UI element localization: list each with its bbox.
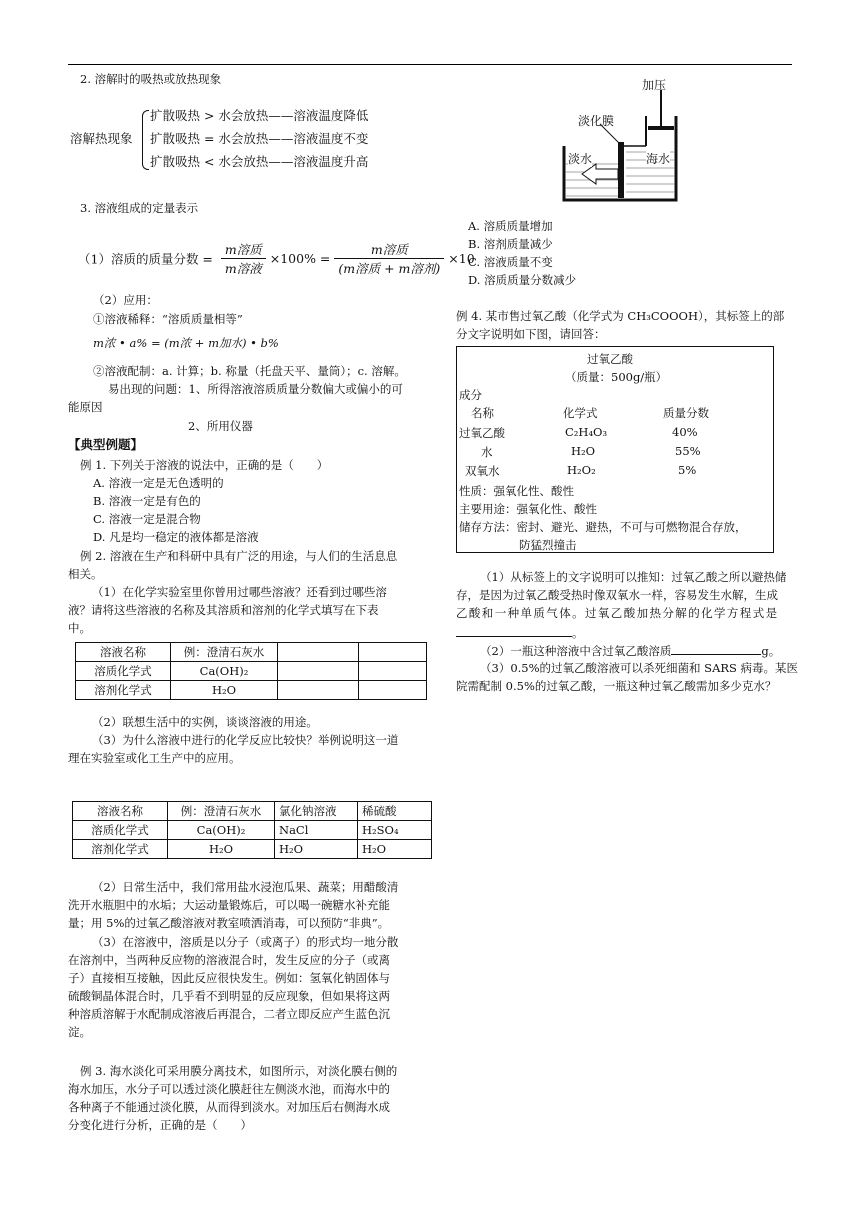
ex4-q1-end: 。 [572,626,584,640]
ex3-option-c: C. 溶液质量不变 [468,255,553,269]
ex4-q1-line-1: （1）从标签上的文字说明可以推知：过氧乙酸之所以避热储 [480,570,787,584]
ex2-table-1 [75,642,427,700]
table-row [73,821,432,840]
problem-line-2: 能原因 [68,400,103,414]
label-spec: （质量：500g/瓶） [565,370,668,384]
table-cell [278,643,359,662]
formula-den1: m溶液 [224,261,262,276]
table-cell: Ca(OH)₂ [168,821,275,840]
ex4-q3-line-2: 院需配制 0.5%的过氧乙酸，一瓶这种过氧乙酸需加多少克水？ [456,679,777,693]
label-row-name: 双氧水 [465,464,500,478]
label-row-fraction: 55% [675,444,701,458]
product-label [456,346,774,553]
ex3-option-b: B. 溶剂质量减少 [468,237,553,251]
ex4-q1-answer [456,624,584,641]
dilution-formula: m浓 • a% = (m浓 + m加水) • b% [93,336,279,350]
label-header-fraction: 质量分数 [663,406,709,420]
ex4-q2-text: （2）一瓶这种溶液中含过氧乙酸溶质 [480,644,672,658]
table-cell [359,662,427,681]
header-rule [68,64,792,65]
ex1-question: 例 1. 下列关于溶液的说法中，正确的是（ ） [80,458,329,472]
fresh-water-label: 淡水 [568,152,593,166]
ex2-p1-line-1: （1）在化学实验室里你曾用过哪些溶液？还看到过哪些溶 [92,585,387,599]
label-row-formula: H₂O₂ [567,463,596,477]
table-cell: H₂O [171,681,278,700]
table-cell: H₂O [275,840,358,859]
table-cell [359,643,427,662]
label-storage-2: 防猛烈撞击 [519,538,577,552]
formula-mid: ×100% = [269,251,331,266]
label-row-name: 过氧乙酸 [459,426,505,440]
ex1-option-c: C. 溶液一定是混合物 [93,512,201,526]
label-row-fraction: 5% [678,463,697,477]
ex4-line-1: 例 4. 某市售过氧乙酸（化学式为 CH₃COOOH），其标签上的部 [456,309,785,323]
ex2-a2-line-3: 量；用 5%的过氧乙酸溶液对教室喷洒消毒，可以预防“非典”。 [68,916,390,930]
dilution-title: ①溶液稀释：“溶质质量相等” [93,312,243,326]
label-header-name: 名称 [471,406,494,420]
table-row [73,802,432,821]
table-cell: 稀硫酸 [358,802,432,821]
ex4-q1-line-2: 存，是因为过氧乙酸受热时像双氧水一样，容易发生水解，生成 [456,588,778,602]
section-3-title: 3. 溶液组成的定量表示 [80,201,199,215]
ex2-question-2: 相关。 [68,567,103,581]
label-row-name: 水 [481,445,493,459]
ex3-line-1: 例 3. 海水淡化可采用膜分离技术，如图所示，对淡化膜右侧的 [80,1064,398,1078]
formula-prefix: （1）溶质的质量分数 = [78,251,213,267]
answer-blank[interactable] [671,642,761,655]
ex3-line-4: 分变化进行分析，正确的是（ ） [68,1118,252,1132]
ex2-a3-line-5: 种溶质溶解于水配制成溶液后再混合，二者立即反应产生蓝色沉 [68,1007,390,1021]
ex2-a3-line-3: 子）直接相互接触，因此反应很快发生。例如：氢氧化钠固体与 [68,971,390,985]
ex1-option-a: A. 溶液一定是无色透明的 [93,476,224,490]
table-cell: H₂O [358,840,432,859]
label-property: 性质：强氧化性、酸性 [459,484,574,498]
label-row-formula: C₂H₄O₃ [565,425,608,439]
table-cell [359,681,427,700]
table-cell [278,662,359,681]
ex2-a3-line-6: 淀。 [68,1025,91,1039]
ex4-q1-line-3: 乙酸和一种单质气体。过氧乙酸加热分解的化学方程式是 [456,606,779,620]
ex2-table-2 [72,801,432,859]
label-title: 过氧乙酸 [587,352,633,366]
table-cell: H₂SO₄ [358,821,432,840]
preparation-line: ②溶液配制：a. 计算；b. 称量（托盘天平、量筒）；c. 溶解。 [93,364,406,378]
label-usage: 主要用途：强氧化性、酸性 [459,502,597,516]
table-cell: 溶液名称 [73,802,168,821]
formula-num2: m溶质 [334,240,444,259]
table-row [76,662,427,681]
label-header-formula: 化学式 [563,406,598,420]
ex3-line-2: 海水加压，水分子可以透过淡化膜赶往左侧淡水池，而海水中的 [68,1082,390,1096]
application-title: （2）应用： [93,293,158,307]
heat-case-2: 扩散吸热 = 水会放热——溶液温度不变 [150,131,369,146]
table-row [76,643,427,662]
ex2-p3-line-1: （3）为什么溶液中进行的化学反应比较快？举例说明这一道 [92,733,399,747]
ex2-a3-line-2: 在溶剂中，当两种反应物的溶液混合时，发生反应的分子（或离 [68,953,390,967]
table-cell: NaCl [275,821,358,840]
ex4-q3-line-1: （3）0.5%的过氧乙酸溶液可以杀死细菌和 SARS 病毒。某医 [480,661,799,675]
table-cell: 例：澄清石灰水 [168,802,275,821]
instruments-line: 2、所用仪器 [188,419,253,433]
ex4-q2-unit: g。 [761,644,781,658]
section-2-title: 2. 溶解时的吸热或放热现象 [80,72,222,86]
table-row [73,840,432,859]
ex2-a3-line-1: （3）在溶液中，溶质是以分子（或离子）的形式均一地分散 [92,935,399,949]
ex2-a2-line-2: 洗开水瓶胆中的水垢；大运动量锻炼后，可以喝一碗糖水补充能 [68,898,390,912]
brace [142,110,149,170]
formula-num1: m溶质 [221,240,266,259]
label-row-fraction: 40% [672,425,698,439]
heat-case-1: 扩散吸热 > 水会放热——溶液温度降低 [150,108,369,123]
ex2-question-1: 例 2. 溶液在生产和科研中具有广泛的用途，与人们的生活息息 [80,549,398,563]
ex2-a3-line-4: 硫酸铜晶体混合时，几乎看不到明显的反应现象，但如果将这两 [68,989,390,1003]
label-storage-1: 储存方法：密封、避光、避热，不可与可燃物混合存放， [459,520,747,534]
ex2-a2-line-1: （2）日常生活中，我们常用盐水浸泡瓜果、蔬菜；用醋酸清 [92,880,399,894]
table-cell: Ca(OH)₂ [171,662,278,681]
mass-fraction-formula [78,240,475,277]
membrane-label: 淡化膜 [578,114,615,128]
problem-line-1: 易出现的问题：1、所得溶液溶质质量分数偏大或偏小的可 [108,382,403,396]
ex4-q2 [480,642,780,659]
table-cell: 溶质化学式 [76,662,171,681]
ex2-p1-line-3: 中。 [68,621,91,635]
formula-den2: (m溶质 + m溶剂) [338,261,441,276]
heat-case-3: 扩散吸热 < 水会放热——溶液温度升高 [150,154,369,169]
ex2-p1-line-2: 液？请将这些溶液的名称及其溶质和溶剂的化学式填写在下表 [68,603,379,617]
table-cell: 溶液名称 [76,643,171,662]
desalination-diagram [560,76,680,206]
table-row [76,681,427,700]
table-cell [278,681,359,700]
ex2-p2: （2）联想生活中的实例，谈谈溶液的用途。 [92,715,318,729]
ex2-p3-line-2: 理在实验室或化工生产中的应用。 [68,751,241,765]
answer-blank[interactable] [456,624,572,637]
table-cell: 溶剂化学式 [76,681,171,700]
pressure-label: 加压 [642,78,667,92]
ex1-option-b: B. 溶液一定是有色的 [93,494,201,508]
ex3-option-a: A. 溶质质量增加 [468,219,553,233]
ex3-option-d: D. 溶质质量分数减少 [468,273,577,287]
ex3-line-3: 各种离子不能通过淡化膜，从而得到淡水。对加压后右侧海水成 [68,1100,390,1114]
table-cell: 例：澄清石灰水 [171,643,278,662]
table-cell: H₂O [168,840,275,859]
table-cell: 溶质化学式 [73,821,168,840]
sea-water-label: 海水 [646,152,671,166]
examples-heading: 【典型例题】 [68,437,144,452]
dissolve-heat-label: 溶解热现象 [70,131,133,146]
label-row-formula: H₂O [571,444,596,458]
label-composition: 成分 [459,388,482,402]
table-cell: 溶剂化学式 [73,840,168,859]
formula-suffix: ×10 [448,251,475,266]
ex1-option-d: D. 凡是均一稳定的液体都是溶液 [93,530,259,544]
ex4-line-2: 分文字说明如下图，请回答： [456,327,606,341]
table-cell: 氯化钠溶液 [275,802,358,821]
